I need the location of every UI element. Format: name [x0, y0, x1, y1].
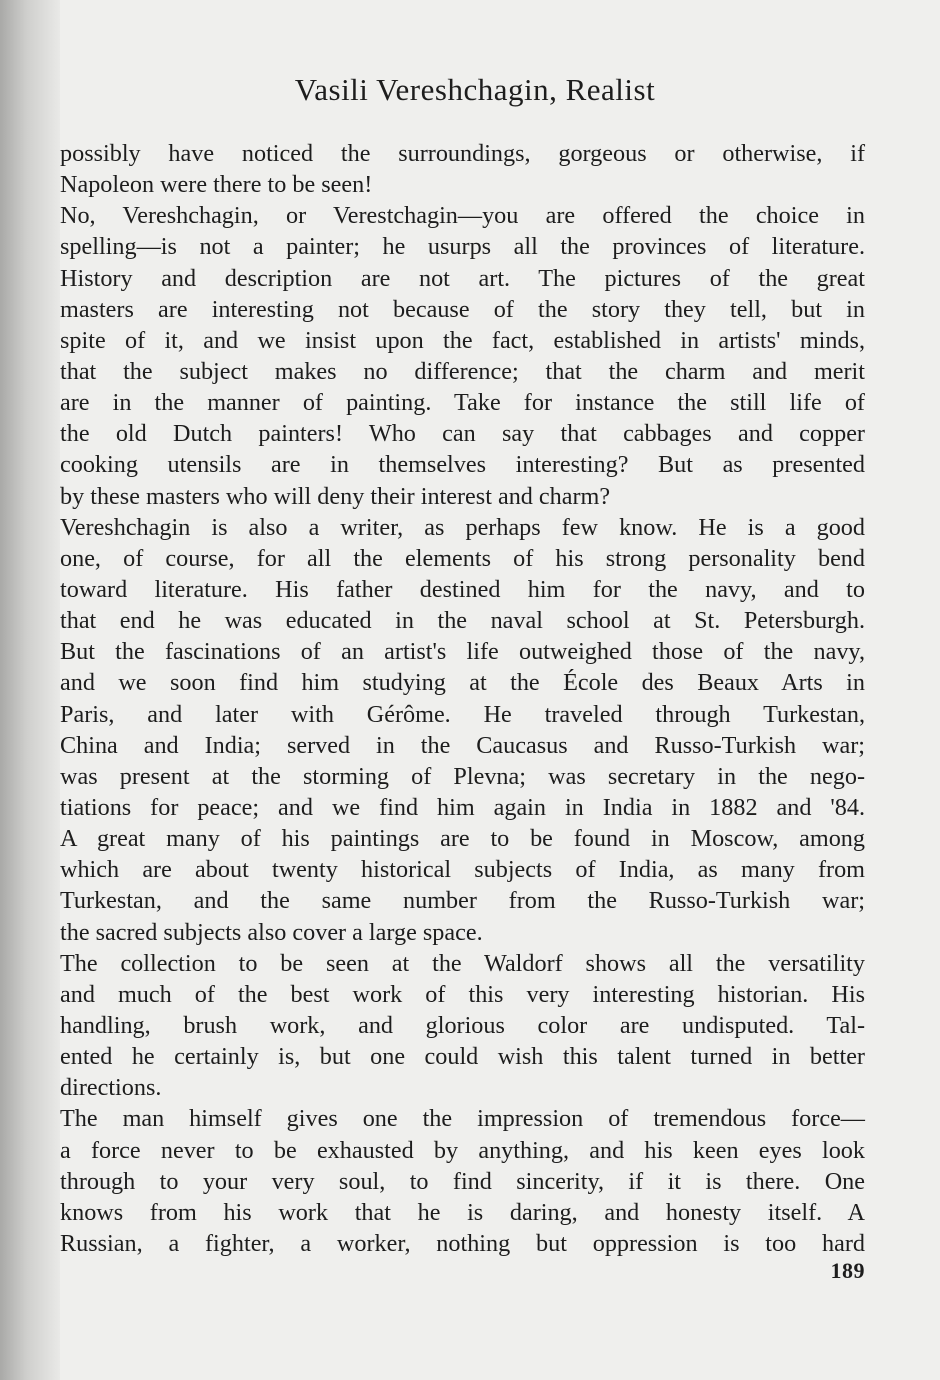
text-line: A great many of his paintings are to be found in Moscow, among	[60, 825, 865, 853]
text-line: one, of course, for all the elements of his strong personality bend	[60, 544, 865, 572]
running-head: Vasili Vereshchagin, Realist	[294, 72, 656, 107]
text-line: are in the manner of painting. Take for instance the still life of	[60, 389, 865, 417]
text-line: by these masters who will deny their interest and charm?	[60, 482, 611, 510]
text-line: a force never to be exhausted by anything, and his keen eyes look	[60, 1136, 865, 1164]
text-line: No, Vereshchagin, or Verestchagin—you are offered the choice in	[60, 202, 865, 230]
text-line: Russian, a fighter, a worker, nothing but oppression is too hard	[60, 1229, 865, 1257]
text-line: possibly have noticed the surroundings, gorgeous or otherwise, if	[60, 140, 865, 167]
text-line: through to your very soul, to find sincerity, if it is there. One	[60, 1167, 865, 1195]
text-line: that end he was educated in the naval school at St. Petersburgh.	[60, 607, 865, 635]
text-line: masters are interesting not because of the story they tell, but in	[60, 295, 865, 323]
text-line: The man himself gives one the impression of tremendous force—	[60, 1105, 865, 1133]
text-line: The collection to be seen at the Waldorf shows all the versatility	[60, 949, 865, 977]
text-line: tiations for peace; and we find him again in India in 1882 and '84.	[60, 793, 865, 821]
text-line: Napoleon were there to be seen!	[60, 171, 373, 199]
text-line: toward literature. His father destined him for the navy, and to	[60, 575, 865, 603]
text-line: cooking utensils are in themselves interesting? But as presented	[60, 451, 865, 479]
text-line: Turkestan, and the same number from the Russo-Turkish war;	[60, 887, 865, 915]
text-line: the sacred subjects also cover a large space.	[60, 918, 483, 946]
text-line: and we soon find him studying at the École des Beaux Arts in	[60, 669, 865, 697]
text-line: which are about twenty historical subjects of India, as many from	[60, 856, 865, 884]
text-line: knows from his work that he is daring, and honesty itself. A	[60, 1198, 865, 1226]
text-line: Paris, and later with Gérôme. He traveled through Turkestan,	[60, 700, 865, 728]
body-text	[60, 138, 865, 1259]
text-line: Vereshchagin is also a writer, as perhaps few know. He is a good	[60, 513, 865, 541]
text-line: was present at the storming of Plevna; was secretary in the nego-	[60, 762, 865, 790]
text-line: the old Dutch painters! Who can say that cabbages and copper	[60, 420, 865, 448]
text-line: But the fascinations of an artist's life outweighed those of the navy,	[60, 638, 865, 666]
text-line: ented he certainly is, but one could wish this talent turned in better	[60, 1043, 865, 1071]
text-line: spelling—is not a painter; he usurps all the provinces of literature.	[60, 233, 865, 261]
text-line: that the subject makes no difference; that the charm and merit	[60, 357, 865, 385]
text-line: China and India; served in the Caucasus and Russo-Turkish war;	[60, 731, 865, 759]
text-line: and much of the best work of this very interesting historian. His	[60, 980, 865, 1008]
text-line: History and description are not art. The pictures of the great	[60, 264, 865, 292]
page-number: 189	[830, 1258, 865, 1283]
text-line: handling, brush work, and glorious color are undisputed. Tal-	[60, 1011, 865, 1039]
text-line: directions.	[60, 1074, 162, 1102]
text-line: spite of it, and we insist upon the fact, established in artists' minds,	[60, 326, 865, 354]
